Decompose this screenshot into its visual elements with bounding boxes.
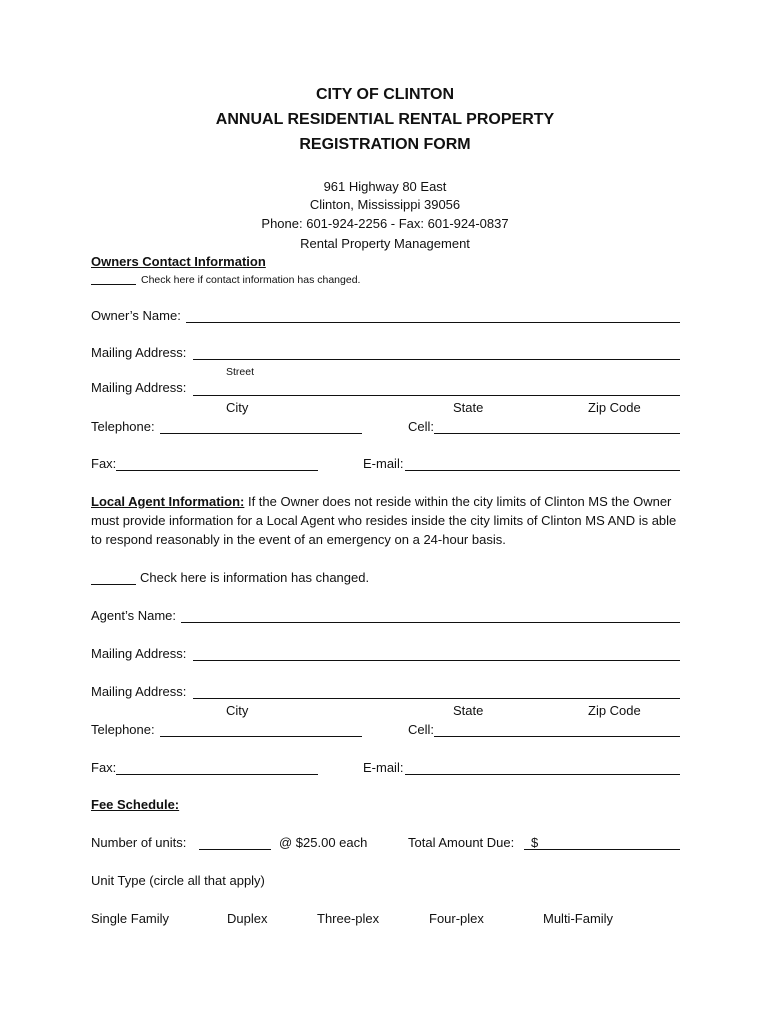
agent-state-hint: State <box>453 703 484 718</box>
agent-zip-hint: Zip Code <box>588 703 641 718</box>
owner-fax-label: Fax: <box>91 456 117 471</box>
phone-fax-line: Phone: 601-924-2256 - Fax: 601-924-0837 <box>261 216 509 231</box>
form-title-city: CITY OF CLINTON <box>315 86 455 103</box>
owner-street-hint: Street <box>226 366 255 378</box>
address-line-1: 961 Highway 80 East <box>323 179 447 194</box>
units-label: Number of units: <box>91 835 187 850</box>
agent-name-field[interactable] <box>181 622 680 623</box>
unit-type-label: Unit Type (circle all that apply) <box>91 873 265 888</box>
unit-type-duplex[interactable]: Duplex <box>227 911 268 926</box>
unit-type-multi-family[interactable]: Multi-Family <box>543 911 614 926</box>
department-line: Rental Property Management <box>300 236 470 251</box>
agent-city-hint: City <box>226 703 249 718</box>
owner-telephone-field[interactable] <box>160 433 362 434</box>
agent-description-paragraph <box>91 492 681 549</box>
total-amount-label: Total Amount Due: <box>408 835 515 850</box>
agent-cell-field[interactable] <box>434 736 680 737</box>
agent-changed-label: Check here is information has changed. <box>140 570 370 585</box>
owner-email-field[interactable] <box>405 470 680 471</box>
address-line-2: Clinton, Mississippi 39056 <box>309 197 461 212</box>
agent-telephone-label: Telephone: <box>91 722 155 737</box>
agent-street-field[interactable] <box>193 660 680 661</box>
owner-mailing-label-1: Mailing Address: <box>91 345 187 360</box>
agent-mailing-label-1: Mailing Address: <box>91 646 187 661</box>
total-dollar-sign: $ <box>531 835 539 850</box>
form-title-sub: REGISTRATION FORM <box>299 136 471 153</box>
fee-schedule-heading: Fee Schedule: <box>91 797 180 812</box>
agent-changed-checkline[interactable] <box>91 584 136 585</box>
owner-cell-label: Cell: <box>408 419 435 434</box>
owner-fax-field[interactable] <box>116 470 318 471</box>
owner-mailing-label-2: Mailing Address: <box>91 380 187 395</box>
owner-changed-checkline[interactable] <box>91 284 136 285</box>
owner-city-hint: City <box>226 400 249 415</box>
form-title-main: ANNUAL RESIDENTIAL RENTAL PROPERTY <box>215 111 555 128</box>
total-amount-field[interactable] <box>524 849 680 850</box>
owner-changed-label: Check here if contact information has changed. <box>141 274 361 286</box>
agent-email-field[interactable] <box>405 774 680 775</box>
agent-section-heading: Local Agent Information: <box>91 494 245 509</box>
agent-email-label: E-mail: <box>363 760 404 775</box>
rate-text: @ $25.00 each <box>279 835 368 850</box>
owner-email-label: E-mail: <box>363 456 404 471</box>
agent-city-state-zip-field[interactable] <box>193 698 680 699</box>
unit-type-three-plex[interactable]: Three-plex <box>317 911 380 926</box>
agent-name-label: Agent’s Name: <box>91 608 177 623</box>
owner-cell-field[interactable] <box>434 433 680 434</box>
unit-type-four-plex[interactable]: Four-plex <box>429 911 484 926</box>
owner-section-heading: Owners Contact Information <box>91 254 266 269</box>
owner-street-field[interactable] <box>193 359 680 360</box>
owner-name-label: Owner’s Name: <box>91 308 181 323</box>
agent-cell-label: Cell: <box>408 722 435 737</box>
agent-fax-label: Fax: <box>91 760 117 775</box>
agent-mailing-label-2: Mailing Address: <box>91 684 187 699</box>
units-field[interactable] <box>199 849 271 850</box>
agent-description-text: If the Owner does not reside within the city limits of Clinton MS the Owner must provide information for a Local Agent who resides inside the city limits of Clinton MS AND is able to respond reasonably in the event of an emergency on a 24-hour basis. <box>91 494 677 547</box>
unit-type-single-family[interactable]: Single Family <box>91 911 170 926</box>
owner-telephone-label: Telephone: <box>91 419 155 434</box>
owner-name-field[interactable] <box>186 322 680 323</box>
agent-fax-field[interactable] <box>116 774 318 775</box>
owner-zip-hint: Zip Code <box>588 400 641 415</box>
owner-city-state-zip-field[interactable] <box>193 395 680 396</box>
agent-telephone-field[interactable] <box>160 736 362 737</box>
owner-state-hint: State <box>453 400 484 415</box>
